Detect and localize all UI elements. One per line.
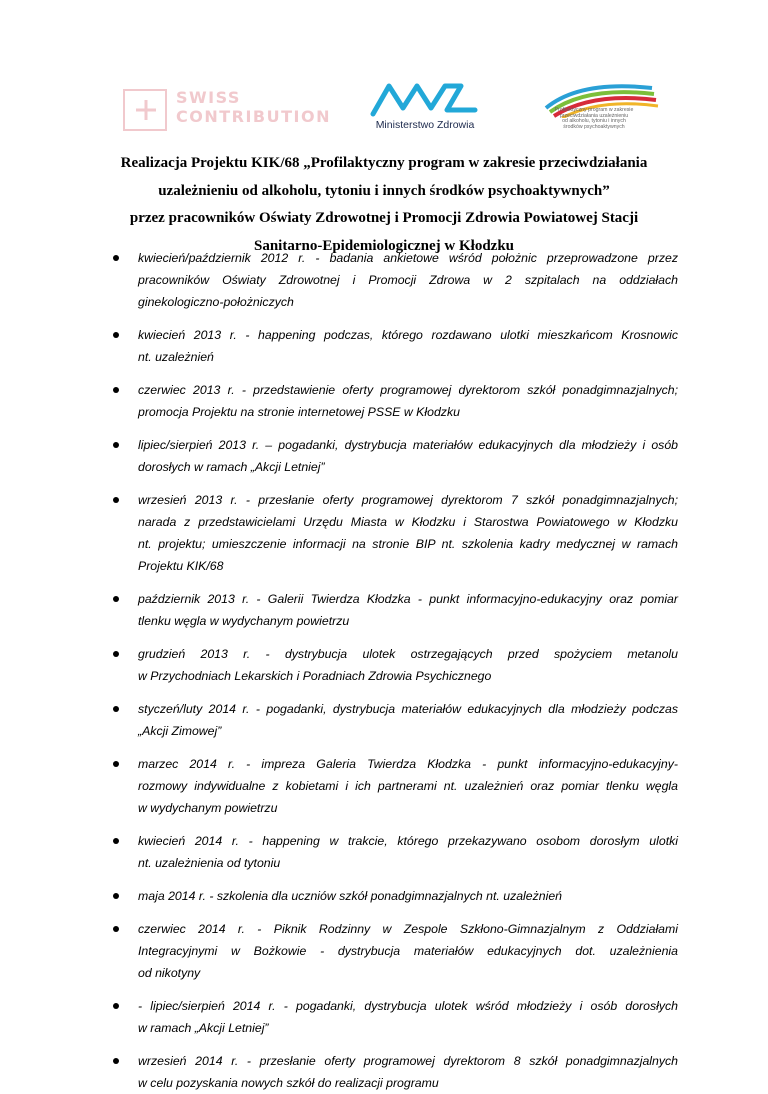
ministry-logo xyxy=(365,80,485,138)
list-item-line: grudzień 2013 r. - dystrybucja ulotek ostrzegających przed spożyciem metanolu xyxy=(138,647,678,661)
list-item-text xyxy=(138,753,678,819)
list-item-line: nt. uzależnień xyxy=(138,350,214,364)
list-item-line: w celu pozyskania nowych szkół do realizacji programu xyxy=(138,1076,439,1090)
list-item-text xyxy=(138,885,678,907)
list-item-text xyxy=(138,643,678,687)
list-item-line: kwiecień 2014 r. - happening w trakcie, którego przekazywano osobom dorosłym ulotki xyxy=(138,834,678,848)
program-line: Profilaktyczny program w zakresie xyxy=(554,107,634,113)
bullet-icon xyxy=(113,387,119,393)
list-item-text xyxy=(138,324,678,368)
list-item-line: pracowników Oświaty Zdrowotnej i Promocji Zdrowa w 2 szpitalach na oddziałach xyxy=(138,273,678,287)
title-line: przez pracowników Oświaty Zdrowotnej i Promocji Zdrowia Powiatowej Stacji xyxy=(129,210,639,226)
list-item-line: lipiec/sierpień 2013 r. – pogadanki, dystrybucja materiałów edukacyjnych dla młodzieży i osób xyxy=(138,438,678,452)
list-item-text xyxy=(138,918,678,984)
list-item-line: marzec 2014 r. - impreza Galeria Twierdza Kłodzka - punkt informacyjno-edukacyjny- xyxy=(138,757,678,771)
bullet-icon xyxy=(113,1003,119,1009)
bullet-icon xyxy=(113,651,119,657)
list-item-line: październik 2013 r. - Galerii Twierdza Kłodzka - punkt informacyjno-edukacyjny oraz pomiar xyxy=(138,592,678,606)
swiss-contribution-logo xyxy=(122,88,337,132)
list-item-text xyxy=(138,247,678,313)
list-item-line: ginekologiczno-położniczych xyxy=(138,295,294,309)
swiss-line-2: CONTRIBUTION xyxy=(176,107,331,126)
swiss-line-1: SWISS xyxy=(176,88,241,107)
program-logo-text xyxy=(548,108,640,130)
document-title xyxy=(90,150,678,260)
program-line: środków psychoaktywnych xyxy=(563,123,625,130)
list-item-line: w ramach „Akcji Letniej” xyxy=(138,1021,269,1035)
list-item-line: tlenku węgla w wydychanym powietrzu xyxy=(138,614,350,628)
list-item-text xyxy=(138,995,678,1039)
list-item-line: czerwiec 2014 r. - Piknik Rodzinny w Zespole Szkłono-Gimnazjalnym z Oddziałami xyxy=(138,922,678,936)
list-item-line: maja 2014 r. - szkolenia dla uczniów szkół ponadgimnazjalnych nt. uzależnień xyxy=(138,889,563,903)
title-line: uzależnieniu od alkoholu, tytoniu i innych środków psychoaktywnych” xyxy=(158,182,610,199)
bullet-icon xyxy=(113,1058,119,1064)
bullet-icon xyxy=(113,838,119,844)
bullet-icon xyxy=(113,926,119,932)
program-line: od alkoholu, tytoniu i innych xyxy=(562,118,626,125)
list-item-line: narada z przedstawicielami Urzędu Miasta w Kłodzku i Starostwa Powiatowego w Kłodzku xyxy=(138,515,678,529)
ministry-name: Ministerstwo Zdrowia xyxy=(375,119,475,131)
list-item-text xyxy=(138,830,678,874)
list-item-line: nt. uzależnienia od tytoniu xyxy=(138,856,281,870)
list-item-line: kwiecień 2013 r. - happening podczas, którego rozdawano ulotki mieszkańcom Krosnowic xyxy=(138,328,678,342)
list-item-line: nt. projektu; umieszczenie informacji na stronie BIP nt. szkolenia kadry medycznej w ramach xyxy=(138,537,678,551)
list-item-line: wrzesień 2014 r. - przesłanie oferty programowej dyrektorom 8 szkół ponadgimnazjalnych xyxy=(138,1054,678,1068)
list-item-line: rozmowy indywidualne z kobietami i ich partnerami nt. uzależnień oraz pomiar tlenku węgla xyxy=(138,779,678,793)
bullet-icon xyxy=(113,442,119,448)
swiss-cross-icon xyxy=(122,88,168,132)
program-line: przeciwdziałania uzależnieniu xyxy=(559,112,629,119)
list-item-line: styczeń/luty 2014 r. - pogadanki, dystrybucja materiałów edukacyjnych dla młodzieży podczas xyxy=(138,702,678,716)
list-item-line: Integracyjnymi w Bożkowie - dystrybucja materiałów edukacyjnych dot. uzależnienia xyxy=(138,944,678,958)
list-item-line: - lipiec/sierpień 2014 r. - pogadanki, dystrybucja ulotek wśród młodzieży i osób dorosłych xyxy=(138,999,678,1013)
bullet-icon xyxy=(113,893,119,899)
list-item-line: kwiecień/październik 2012 r. - badania ankietowe wśród położnic przeprowadzone przez xyxy=(138,251,678,265)
list-item-line: w wydychanym powietrzu xyxy=(138,801,278,815)
list-item-line: „Akcji Zimowej” xyxy=(138,724,222,738)
list-item-line: Projektu KIK/68 xyxy=(138,559,224,573)
bullet-icon xyxy=(113,255,119,261)
program-logo xyxy=(540,78,660,144)
title-line: Sanitarno-Epidemiologicznej w Kłodzku xyxy=(253,237,515,254)
mz-logo-icon xyxy=(365,80,485,118)
list-item-text xyxy=(138,1050,678,1094)
list-item-text xyxy=(138,489,678,577)
logo-bar xyxy=(0,78,768,148)
list-item-line: od nikotyny xyxy=(138,966,201,980)
bullet-icon xyxy=(113,596,119,602)
list-item-line: dorosłych w ramach „Akcji Letniej” xyxy=(138,460,325,474)
title-line: Realizacja Projektu KIK/68 „Profilaktyczny program w zakresie przeciwdziałania xyxy=(120,155,648,171)
list-item-line: czerwiec 2013 r. - przedstawienie oferty programowej dyrektorom szkół ponadgimnazjalnych; xyxy=(138,383,678,397)
bullet-icon xyxy=(113,761,119,767)
swiss-contribution-text xyxy=(176,88,331,126)
bullet-icon xyxy=(113,332,119,338)
list-item-line: wrzesień 2013 r. - przesłanie oferty programowej dyrektorom 7 szkół ponadgimnazjalnych; xyxy=(138,493,678,507)
bullet-icon xyxy=(113,497,119,503)
bullet-icon xyxy=(113,706,119,712)
list-item-text xyxy=(138,588,678,632)
list-item-text xyxy=(138,379,678,423)
list-item-text xyxy=(138,698,678,742)
list-item-text xyxy=(138,434,678,478)
list-item-line: w Przychodniach Lekarskich i Poradniach Zdrowia Psychicznego xyxy=(138,669,492,683)
list-item-line: promocja Projektu na stronie internetowej PSSE w Kłodzku xyxy=(138,405,460,419)
